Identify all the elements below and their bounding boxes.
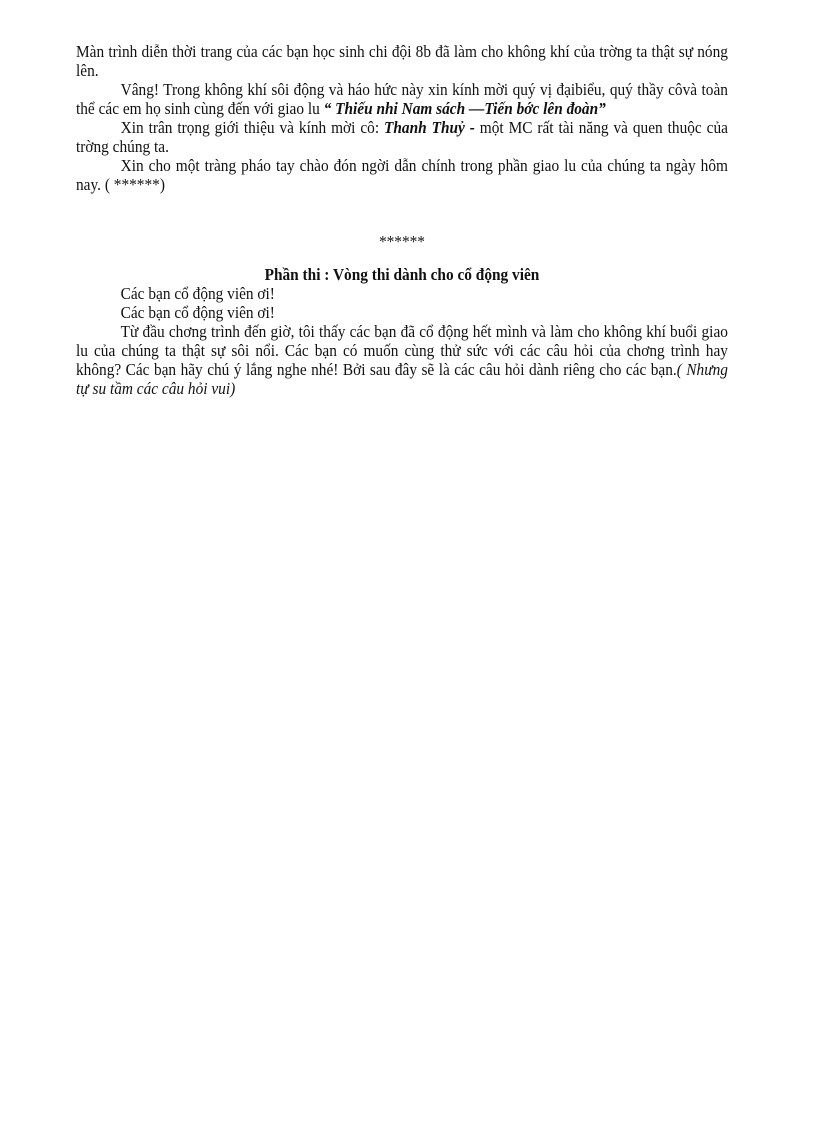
questions-text: Từ đầu chơng trình đến giờ, tôi thấy các bạn đã cổ động hết mình và làm cho không khí buổi giao lu của chúng ta thật sự sôi nổi. Các bạn có muốn cùng thử sức với các câu hỏi của chơng trình hay không? Các bạn hãy chú ý lắng nghe nhé! Bởi sau đây sẽ là các câu hỏi dành riêng cho các bạn. bbox=[76, 322, 728, 379]
paragraph-invitation bbox=[76, 80, 728, 118]
mc-name: Thanh Thuỷ - bbox=[384, 118, 475, 137]
mc-intro-post: một MC rất tài năng và quen thuộc của trờng chúng ta. bbox=[76, 118, 728, 156]
questions-note: ( Nhưng tự su tầm các câu hỏi vui) bbox=[76, 360, 728, 398]
mc-intro-pre: Xin trân trọng giới thiệu và kính mời cô: bbox=[120, 118, 385, 137]
paragraph-mc-intro bbox=[76, 118, 728, 156]
document-page bbox=[76, 42, 728, 398]
paragraph-questions bbox=[76, 322, 728, 398]
section-heading: Phần thi : Vòng thi dành cho cổ động viên bbox=[264, 265, 540, 284]
paragraph-applause: Xin cho một tràng pháo tay chào đón ngời dẫn chính trong phần giao lu của chúng ta ngày hôm nay. ( ******) bbox=[76, 156, 728, 194]
cheer-line-1: Các bạn cổ động viên ơi! bbox=[120, 284, 275, 303]
separator-stars: ****** bbox=[378, 232, 425, 251]
cheer-line-2: Các bạn cổ động viên ơi! bbox=[120, 303, 275, 322]
paragraph-fashion-show: Màn trình diễn thời trang của các bạn học sinh chi đội 8b đã làm cho không khí của trờng ta thật sự nóng lên. bbox=[76, 42, 728, 80]
invitation-text: Vâng! Trong không khí sôi động và háo hức này xin kính mời quý vị đạibiểu, quý thầy côvà toàn thể các em họ sinh cùng đến với giao lu bbox=[76, 80, 728, 118]
event-title: “ Thiếu nhi Nam sách —Tiến bớc lên đoàn” bbox=[323, 99, 606, 118]
